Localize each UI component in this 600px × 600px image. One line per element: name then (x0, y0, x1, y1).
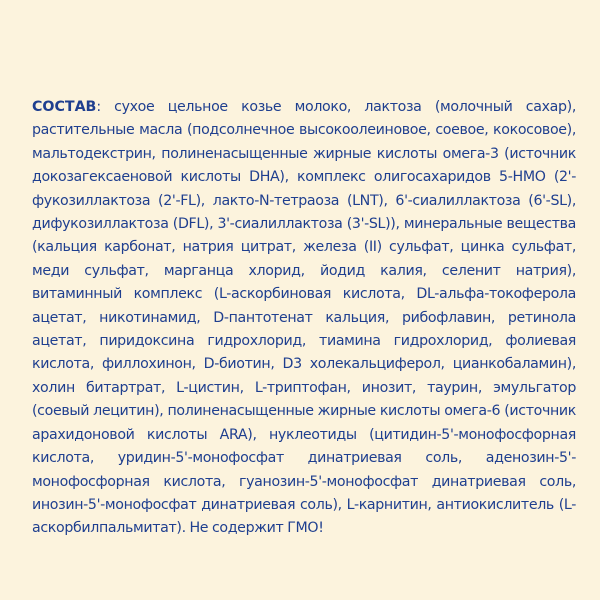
composition-text-block (32, 96, 576, 541)
composition-ingredients: : сухое цельное козье молоко, лактоза (молочный сахар), растительные масла (подсолнечное высокоолеиновое, соевое, кокосовое), мальтодекстрин, полиненасыщенные жирные кислоты омега-3 (источник докозагексаеновой кислоты DHA), комплекс олигосахаридов 5-HMO (2'-фукозиллактоза (2'-FL), лакто-N-тетраоза (LNT), 6'-сиалиллактоза (6'-SL), дифукозиллактоза (DFL), 3'-сиалиллактоза (3'-SL)), минеральные вещества (кальция карбонат, натрия цитрат, железа (II) сульфат, цинка сульфат, меди сульфат, марганца хлорид, йодид калия, селенит натрия), витаминный комплекс (L-аскорбиновая кислота, DL-альфа-токоферола ацетат, никотинамид, D-пантотенат кальция, рибофлавин, ретинола ацетат, пиридоксина гидрохлорид, тиамина гидрохлорид, фолиевая кислота, филлохинон, D-биотин, D3 холекальциферол, цианкобаламин), холин битартрат, L-цистин, L-триптофан, инозит, таурин, эмульгатор (соевый лецитин), полиненасыщенные жирные кислоты омега-6 (источник арахидоновой кислоты ARA), нуклеотиды (цитидин-5'-монофосфорная кислота, уридин-5'-монофосфат динатриевая соль, аденозин-5'-монофосфорная кислота, гуанозин-5'-монофосфат динатриевая соль, инозин-5'-монофосфат динатриевая соль), L-карнитин, антиокислитель (L-аскорбилпальмитат). Не содержит ГМО! (32, 99, 576, 537)
composition-heading: СОСТАВ (32, 99, 97, 115)
